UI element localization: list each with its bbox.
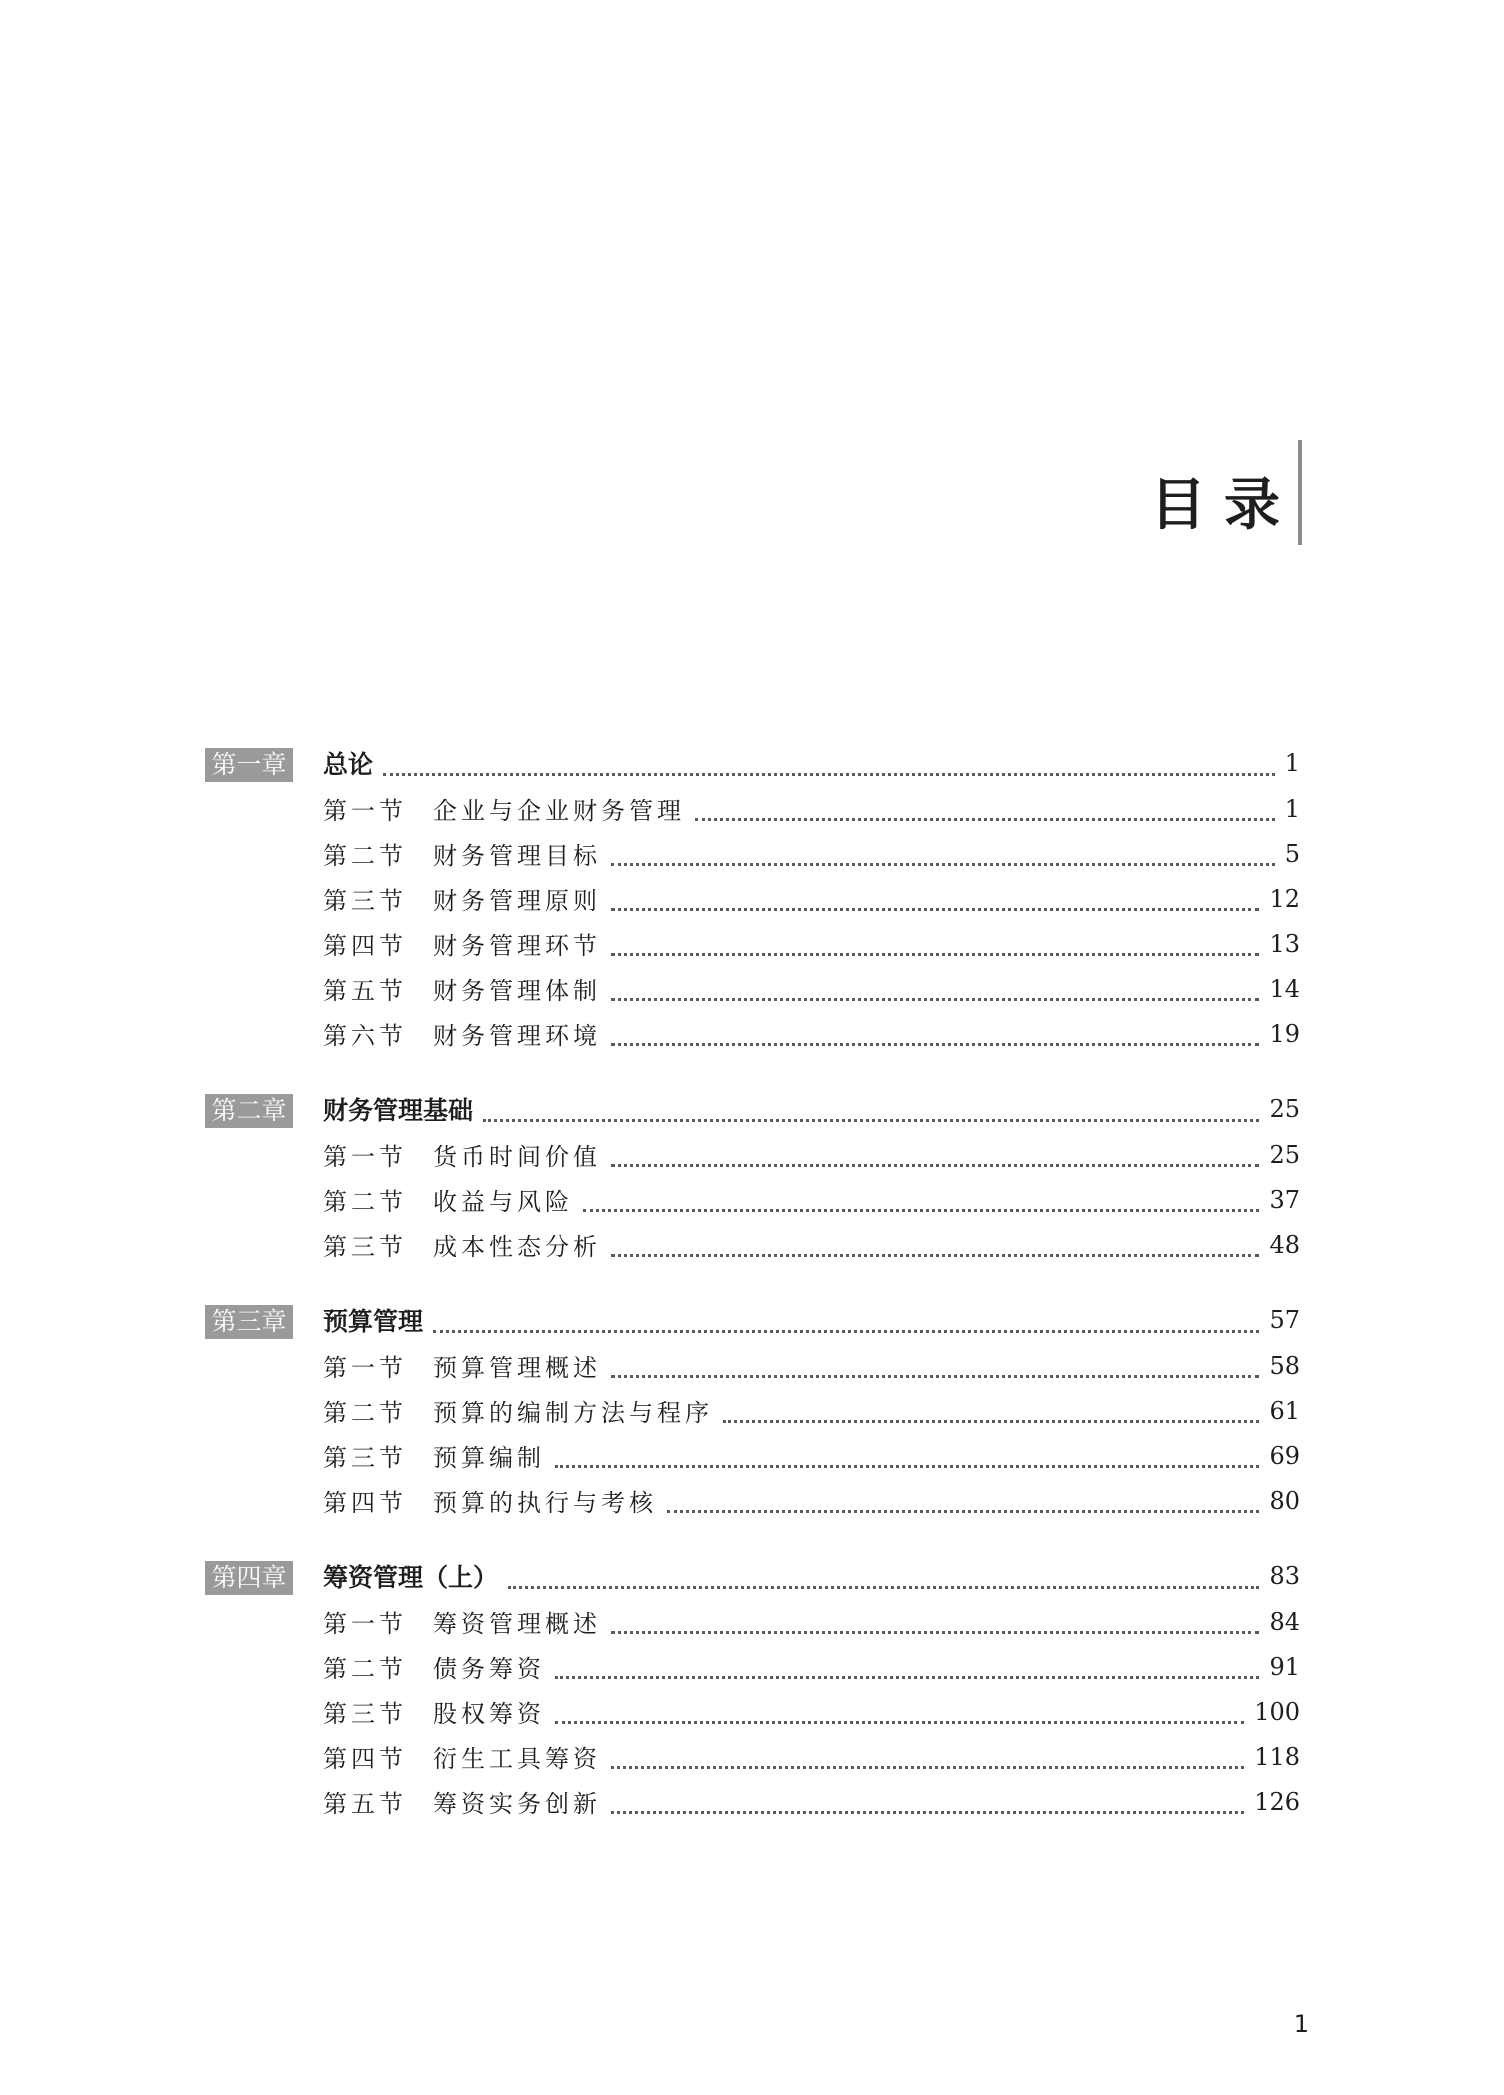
dot-leader (611, 1631, 1259, 1634)
dot-leader (667, 1510, 1259, 1513)
section-label: 第三节 (323, 1700, 407, 1728)
section-page: 61 (1269, 1396, 1300, 1425)
toc-section-row[interactable] (205, 921, 1300, 966)
section-title: 财务管理体制 (433, 977, 601, 1005)
section-title: 衍生工具筹资 (433, 1745, 601, 1773)
section-title: 财务管理原则 (433, 887, 601, 915)
toc-section-row[interactable] (205, 1644, 1300, 1689)
dot-leader (611, 1811, 1244, 1814)
toc-section-row[interactable] (205, 1779, 1300, 1824)
section-page: 84 (1269, 1607, 1300, 1636)
section-label: 第四节 (323, 1745, 407, 1773)
section-title: 预算管理概述 (433, 1354, 601, 1382)
dot-leader (611, 1043, 1259, 1046)
dot-leader (508, 1586, 1259, 1589)
toc-section-row[interactable] (205, 1689, 1300, 1734)
chapter-title: 筹资管理（上） (323, 1563, 499, 1592)
section-label: 第三节 (323, 1444, 407, 1472)
toc-section-row[interactable] (205, 1599, 1300, 1644)
toc-section-row[interactable] (205, 1177, 1300, 1222)
page-number: 1 (1293, 2010, 1309, 2038)
dot-leader (611, 1254, 1259, 1257)
toc-section-row[interactable] (205, 1343, 1300, 1388)
section-page: 5 (1284, 839, 1300, 868)
toc-section-row[interactable] (205, 1734, 1300, 1779)
dot-leader (583, 1209, 1259, 1212)
dot-leader (695, 818, 1275, 821)
section-label: 第六节 (323, 1022, 407, 1050)
dot-leader (483, 1119, 1259, 1122)
chapter-page: 83 (1269, 1562, 1300, 1590)
toc-section-row[interactable] (205, 786, 1300, 831)
section-title: 企业与企业财务管理 (433, 797, 685, 825)
section-label: 第二节 (323, 1188, 407, 1216)
section-label: 第四节 (323, 932, 407, 960)
page-title: 目录 (1150, 473, 1298, 538)
toc-chapter (205, 1553, 1300, 1824)
dot-leader (611, 1164, 1259, 1167)
section-title: 股权筹资 (433, 1700, 545, 1728)
chapter-label-badge: 第四章 (205, 1561, 293, 1595)
chapter-title: 预算管理 (323, 1307, 424, 1336)
section-title: 货币时间价值 (433, 1143, 601, 1171)
chapter-page: 25 (1269, 1095, 1300, 1123)
section-page: 91 (1269, 1652, 1300, 1681)
section-label: 第一节 (323, 797, 407, 825)
dot-leader (611, 1766, 1244, 1769)
section-page: 1 (1284, 794, 1300, 823)
section-title: 财务管理环境 (433, 1022, 601, 1050)
section-title: 预算的执行与考核 (433, 1489, 657, 1517)
dot-leader (555, 1465, 1259, 1468)
section-page: 69 (1269, 1441, 1300, 1470)
dot-leader (723, 1420, 1259, 1423)
chapter-label-badge: 第一章 (205, 748, 293, 782)
section-label: 第一节 (323, 1143, 407, 1171)
section-label: 第三节 (323, 1233, 407, 1261)
section-page: 13 (1269, 929, 1300, 958)
chapter-page: 57 (1269, 1306, 1300, 1334)
toc-chapter (205, 1297, 1300, 1523)
section-label: 第五节 (323, 1790, 407, 1818)
chapter-label-badge: 第三章 (205, 1305, 293, 1339)
toc-section-row[interactable] (205, 966, 1300, 1011)
section-title: 筹资管理概述 (433, 1610, 601, 1638)
title-divider (1298, 440, 1302, 545)
section-title: 预算的编制方法与程序 (433, 1399, 713, 1427)
section-title: 财务管理环节 (433, 932, 601, 960)
toc-chapter-row[interactable] (205, 1553, 1300, 1599)
table-of-contents (205, 740, 1300, 1854)
section-label: 第一节 (323, 1354, 407, 1382)
toc-section-row[interactable] (205, 876, 1300, 921)
section-label: 第二节 (323, 1399, 407, 1427)
section-page: 12 (1269, 884, 1300, 913)
chapter-label-badge: 第二章 (205, 1094, 293, 1128)
dot-leader (611, 1375, 1259, 1378)
toc-chapter-row[interactable] (205, 740, 1300, 786)
section-label: 第四节 (323, 1489, 407, 1517)
section-page: 118 (1254, 1742, 1300, 1771)
section-page: 126 (1254, 1787, 1300, 1816)
toc-section-row[interactable] (205, 1478, 1300, 1523)
section-title: 财务管理目标 (433, 842, 601, 870)
toc-section-row[interactable] (205, 1222, 1300, 1267)
section-label: 第五节 (323, 977, 407, 1005)
section-title: 成本性态分析 (433, 1233, 601, 1261)
section-label: 第二节 (323, 842, 407, 870)
section-title: 债务筹资 (433, 1655, 545, 1683)
dot-leader (555, 1721, 1244, 1724)
toc-chapter (205, 1086, 1300, 1267)
dot-leader (611, 908, 1259, 911)
section-page: 48 (1269, 1230, 1300, 1259)
chapter-title: 总论 (323, 750, 374, 779)
section-label: 第二节 (323, 1655, 407, 1683)
section-title: 筹资实务创新 (433, 1790, 601, 1818)
dot-leader (611, 998, 1259, 1001)
section-page: 14 (1269, 974, 1300, 1003)
toc-section-row[interactable] (205, 1132, 1300, 1177)
toc-chapter-row[interactable] (205, 1086, 1300, 1132)
dot-leader (383, 773, 1275, 776)
chapter-title: 财务管理基础 (323, 1096, 474, 1125)
toc-chapter (205, 740, 1300, 1056)
section-title: 预算编制 (433, 1444, 545, 1472)
toc-section-row[interactable] (205, 1388, 1300, 1433)
section-page: 100 (1254, 1697, 1300, 1726)
chapter-page: 1 (1284, 749, 1300, 777)
dot-leader (611, 863, 1275, 866)
dot-leader (555, 1676, 1259, 1679)
section-label: 第三节 (323, 887, 407, 915)
section-page: 80 (1269, 1486, 1300, 1515)
toc-chapter-row[interactable] (205, 1297, 1300, 1343)
section-page: 25 (1269, 1140, 1300, 1169)
toc-section-row[interactable] (205, 1011, 1300, 1056)
section-title: 收益与风险 (433, 1188, 573, 1216)
toc-section-row[interactable] (205, 1433, 1300, 1478)
section-page: 19 (1269, 1019, 1300, 1048)
dot-leader (433, 1330, 1259, 1333)
section-label: 第一节 (323, 1610, 407, 1638)
section-page: 58 (1269, 1351, 1300, 1380)
toc-section-row[interactable] (205, 831, 1300, 876)
section-page: 37 (1269, 1185, 1300, 1214)
dot-leader (611, 953, 1259, 956)
